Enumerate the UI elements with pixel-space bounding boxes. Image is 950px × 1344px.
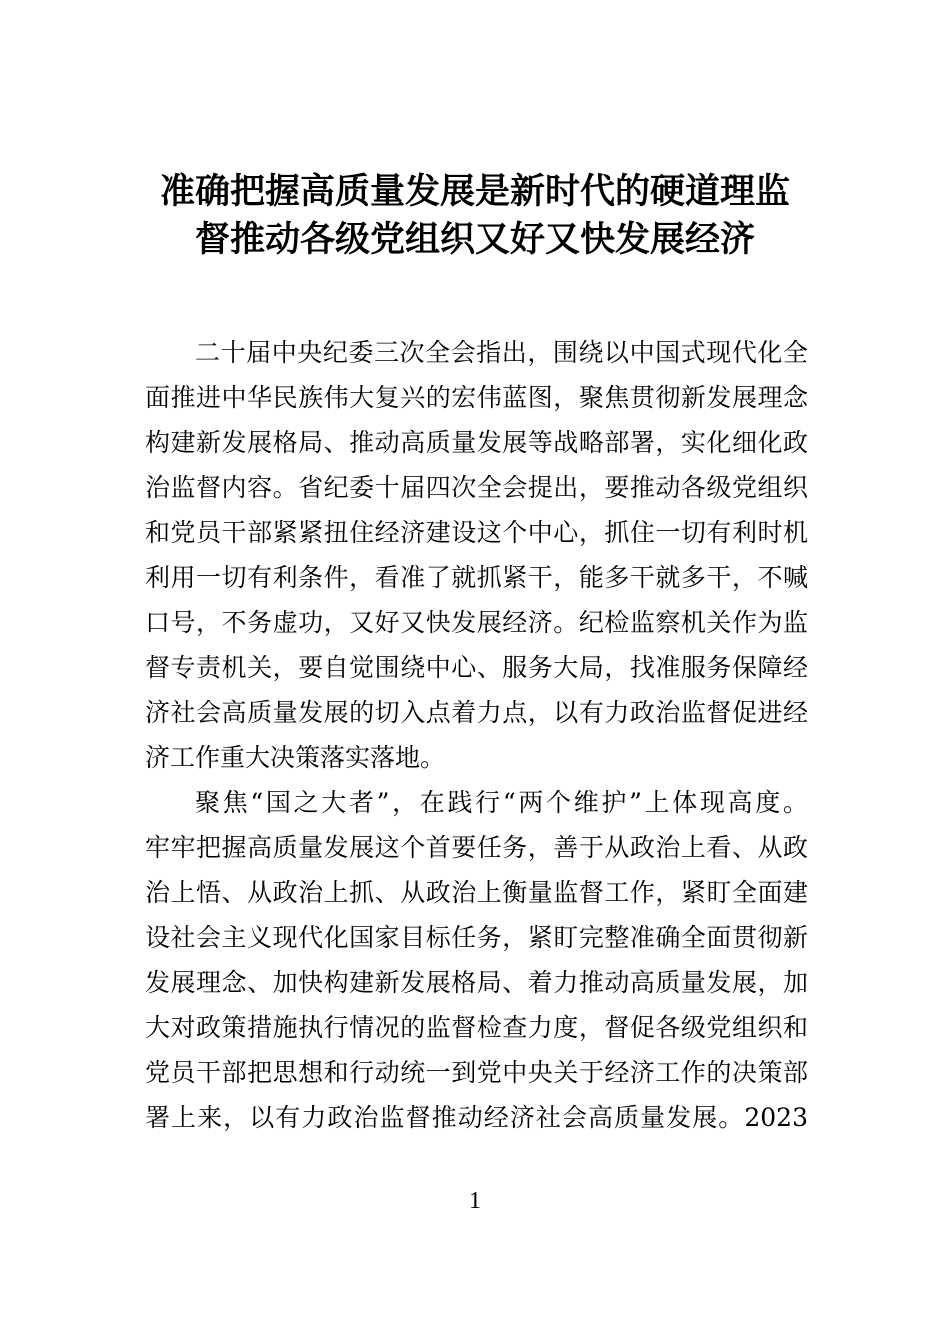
text-line: 面推进中华民族伟大复兴的宏伟蓝图，聚焦贯彻新发展理念 — [145, 383, 808, 412]
paragraph-2 — [145, 780, 808, 1140]
text-line: 构建新发展格局、推动高质量发展等战略部署，实化细化政 — [145, 428, 808, 457]
text-line: 聚焦“国之大者”，在践行“两个维护”上体现高度。 — [195, 788, 808, 817]
text-line: 牢牢把握高质量发展这个首要任务，善于从政治上看、从政 — [145, 833, 808, 862]
document-body — [145, 330, 808, 1140]
text-line: 大对政策措施执行情况的监督检查力度，督促各级党组织和 — [145, 1013, 808, 1042]
text-line: 利用一切有利条件，看准了就抓紧干，能多干就多干，不喊 — [145, 563, 808, 592]
paragraph-1 — [145, 330, 808, 780]
page-number: 1 — [469, 1188, 481, 1214]
document-title-line-1: 准确把握高质量发展是新时代的硬道理监 — [159, 171, 790, 212]
document-title-line-2: 督推动各级党组织又好又快发展经济 — [194, 219, 755, 260]
text-line: 党员干部把思想和行动统一到党中央关于经济工作的决策部 — [145, 1058, 808, 1087]
text-line: 治上悟、从政治上抓、从政治上衡量监督工作，紧盯全面建 — [145, 878, 808, 907]
text-line: 二十届中央纪委三次全会指出，围绕以中国式现代化全 — [195, 338, 808, 367]
text-line: 济社会高质量发展的切入点着力点，以有力政治监督促进经 — [145, 698, 808, 727]
text-line: 发展理念、加快构建新发展格局、着力推动高质量发展，加 — [145, 968, 808, 997]
text-line: 署上来，以有力政治监督推动经济社会高质量发展。2023 — [145, 1103, 808, 1132]
text-line: 济工作重大决策落实落地。 — [145, 743, 446, 772]
text-line: 治监督内容。省纪委十届四次全会提出，要推动各级党组织 — [145, 473, 808, 502]
text-line: 设社会主义现代化国家目标任务，紧盯完整准确全面贯彻新 — [145, 923, 808, 952]
text-line: 和党员干部紧紧扭住经济建设这个中心，抓住一切有利时机 — [145, 518, 808, 547]
text-line: 督专责机关，要自觉围绕中心、服务大局，找准服务保障经 — [145, 653, 808, 682]
text-line: 口号，不务虚功，又好又快发展经济。纪检监察机关作为监 — [145, 608, 808, 637]
